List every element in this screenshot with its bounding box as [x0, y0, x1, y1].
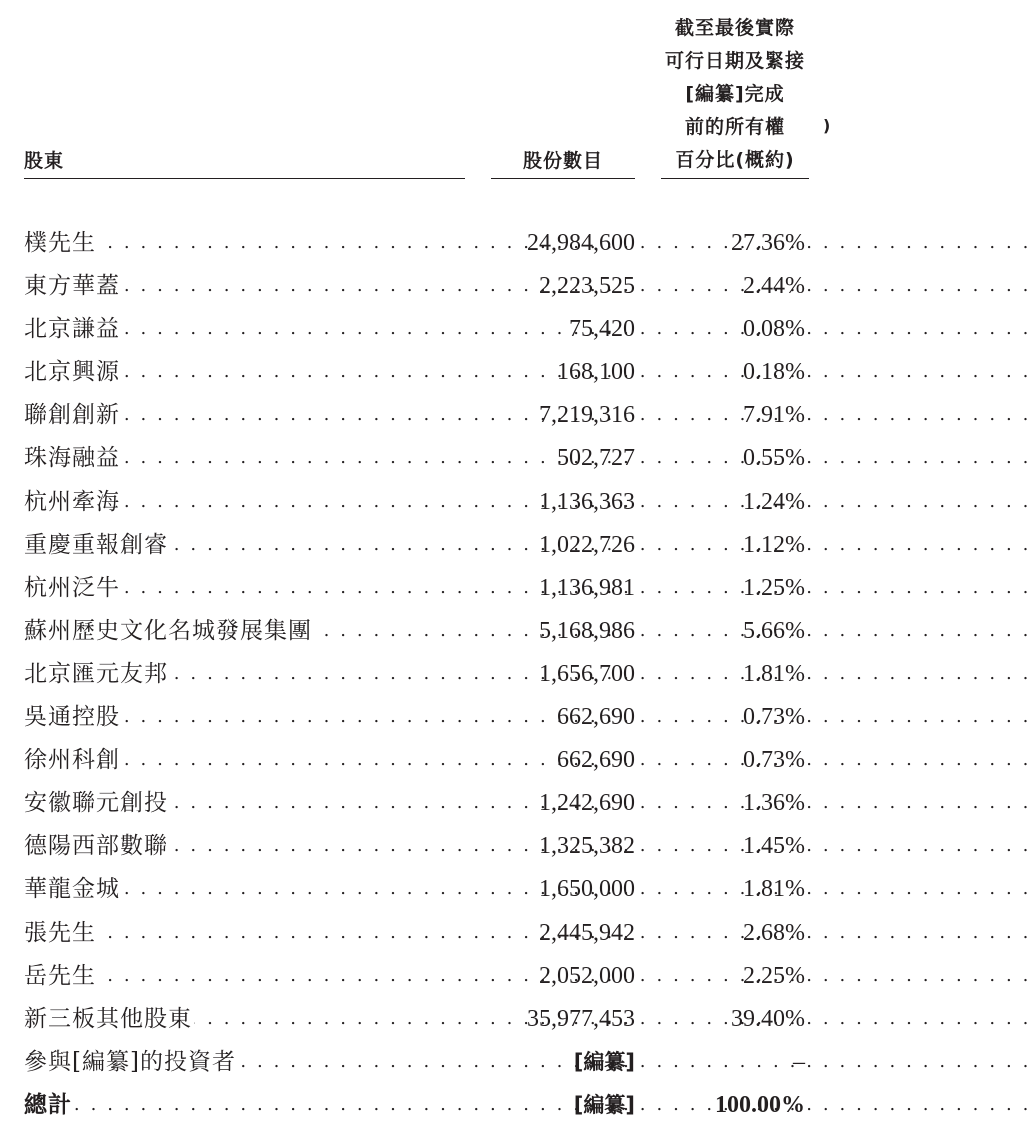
shareholder-name — [24, 1001, 462, 1037]
table-row — [0, 1040, 829, 1083]
table-row — [0, 781, 829, 824]
shareholder-name — [24, 354, 462, 390]
header-percentage-line: 截至最後實際 — [674, 17, 795, 39]
shareholder-name — [24, 613, 462, 649]
shares-cell: 1,650,000 — [539, 876, 635, 903]
header-percentage-line: 可行日期及緊接 — [664, 50, 805, 72]
shares-cell: 24,984,600 — [527, 230, 635, 256]
shares-cell: 1,022,726 — [539, 531, 635, 558]
shareholder-name-text: 德陽西部數聯 — [24, 833, 168, 860]
shareholder-name — [24, 656, 462, 692]
shareholder-name-text: 安徽聯元創投 — [24, 790, 168, 817]
table-row — [0, 436, 829, 479]
table-row — [0, 393, 829, 436]
percentage-cell: 1.81% — [743, 876, 805, 903]
table-row — [0, 264, 829, 307]
total-label-text: 總計 — [24, 1091, 72, 1118]
shares-cell: 5,168,986 — [539, 617, 635, 644]
table-row — [0, 480, 829, 523]
table-body — [0, 221, 829, 1126]
percentage-cell: 1.24% — [743, 488, 805, 515]
edge-mark: ) — [823, 116, 831, 135]
shareholder-name-text: 徐州科創 — [24, 747, 120, 774]
shareholder-name — [24, 828, 462, 864]
table-row — [0, 954, 829, 997]
shares-cell: 2,052,000 — [539, 962, 635, 989]
shareholder-name-text: 張先生 — [24, 919, 96, 946]
shareholder-name-text: 北京匯元友邦 — [24, 660, 168, 687]
percentage-cell: 1.81% — [743, 660, 805, 687]
percentage-cell: 5.66% — [743, 617, 805, 644]
shares-cell: 1,136,363 — [539, 488, 635, 515]
percentage-cell: 0.18% — [743, 359, 805, 386]
shares-cell: 662,690 — [557, 747, 635, 774]
percentage-cell: 7.91% — [743, 402, 805, 429]
percentage-cell: – — [793, 1048, 805, 1075]
shareholder-name — [24, 268, 462, 304]
shares-cell: 1,656,700 — [539, 660, 635, 687]
shareholder-name — [24, 871, 462, 907]
shareholder-name-text: 華龍金城 — [24, 876, 120, 903]
shareholder-name — [24, 225, 462, 261]
shareholder-name — [24, 311, 462, 347]
table-row — [0, 350, 829, 393]
shares-cell: 1,325,382 — [539, 833, 635, 860]
table-row — [0, 997, 829, 1040]
percentage-cell: 27.36% — [731, 230, 805, 256]
shares-cell: 1,242,690 — [539, 790, 635, 817]
shareholder-name-text: 杭州泛牛 — [24, 574, 120, 601]
shareholder-name-text: 岳先生 — [24, 962, 96, 989]
shares-cell: 2,445,942 — [539, 919, 635, 946]
total-label — [24, 1087, 462, 1123]
percentage-cell: 2.44% — [743, 273, 805, 300]
shareholder-name-text: 東方華蓋 — [24, 273, 120, 300]
shareholder-name-text: 新三板其他股東 — [24, 1005, 192, 1032]
percentage-cell: 2.25% — [743, 962, 805, 989]
percentage-cell: 0.73% — [743, 747, 805, 774]
shareholder-name — [24, 785, 462, 821]
shareholder-name-text: 北京興源 — [24, 359, 120, 386]
percentage-cell: 0.73% — [743, 704, 805, 731]
shareholder-name — [24, 742, 462, 778]
shares-cell: 1,136,981 — [539, 574, 635, 601]
shares-cell: 75,420 — [569, 316, 635, 343]
shareholder-name-text: 參與[編纂]的投資者 — [24, 1048, 236, 1075]
table-row — [0, 221, 829, 264]
shares-cell: 35,977,453 — [527, 1005, 635, 1032]
shares-cell: 662,690 — [557, 704, 635, 731]
percentage-cell: 0.55% — [743, 445, 805, 472]
shares-cell: 7,219,316 — [539, 402, 635, 429]
table-row — [0, 307, 829, 350]
total-percentage: 100.00% — [715, 1091, 805, 1118]
total-shares: [編纂] — [573, 1092, 635, 1117]
total-row — [0, 1083, 829, 1126]
table-row — [0, 523, 829, 566]
shareholder-name — [24, 440, 462, 476]
table-row — [0, 911, 829, 954]
percentage-cell: 1.12% — [743, 531, 805, 558]
table-row — [0, 867, 829, 910]
percentage-cell: 2.68% — [743, 919, 805, 946]
shareholder-name-text: 北京謙益 — [24, 316, 120, 343]
shareholder-name-text: 吳通控股 — [24, 704, 120, 731]
percentage-cell: 1.36% — [743, 790, 805, 817]
percentage-cell: 39.40% — [731, 1005, 805, 1032]
shareholder-name — [24, 570, 462, 606]
table-row — [0, 824, 829, 867]
shareholder-name — [24, 958, 462, 994]
shareholder-name-text: 聯創創新 — [24, 402, 120, 429]
shareholder-name-text: 重慶重報創睿 — [24, 531, 168, 558]
percentage-cell: 1.25% — [743, 574, 805, 601]
shareholder-name — [24, 484, 462, 520]
shareholder-name — [24, 915, 462, 951]
shareholder-name — [24, 1044, 462, 1080]
shareholder-name — [24, 527, 462, 563]
shareholder-name-text: 杭州牽海 — [24, 488, 120, 515]
shares-cell: 2,223,525 — [539, 273, 635, 300]
table-row — [0, 695, 829, 738]
header-percentage-line: [編纂]完成 — [685, 83, 785, 105]
shareholder-name — [24, 699, 462, 735]
shares-cell: 502,727 — [557, 445, 635, 472]
percentage-cell: 0.08% — [743, 316, 805, 343]
header-shares: 股份數目 — [491, 146, 635, 179]
shareholder-name — [24, 397, 462, 433]
table-row — [0, 652, 829, 695]
shareholder-name-text: 珠海融益 — [24, 445, 120, 472]
shareholder-name-text: 蘇州歷史文化名城發展集團 — [24, 617, 312, 644]
header-percentage — [661, 12, 809, 179]
header-percentage-line: 前的所有權 — [684, 116, 785, 138]
header-shareholder: 股東 — [24, 146, 465, 179]
table-row — [0, 566, 829, 609]
percentage-cell: 1.45% — [743, 833, 805, 860]
table-row — [0, 609, 829, 652]
table-row — [0, 738, 829, 781]
header-percentage-line: 百分比(概約) — [675, 149, 795, 171]
shareholder-name-text: 樸先生 — [24, 230, 96, 256]
shares-cell: [編纂] — [573, 1049, 635, 1074]
shares-cell: 168,100 — [557, 359, 635, 386]
